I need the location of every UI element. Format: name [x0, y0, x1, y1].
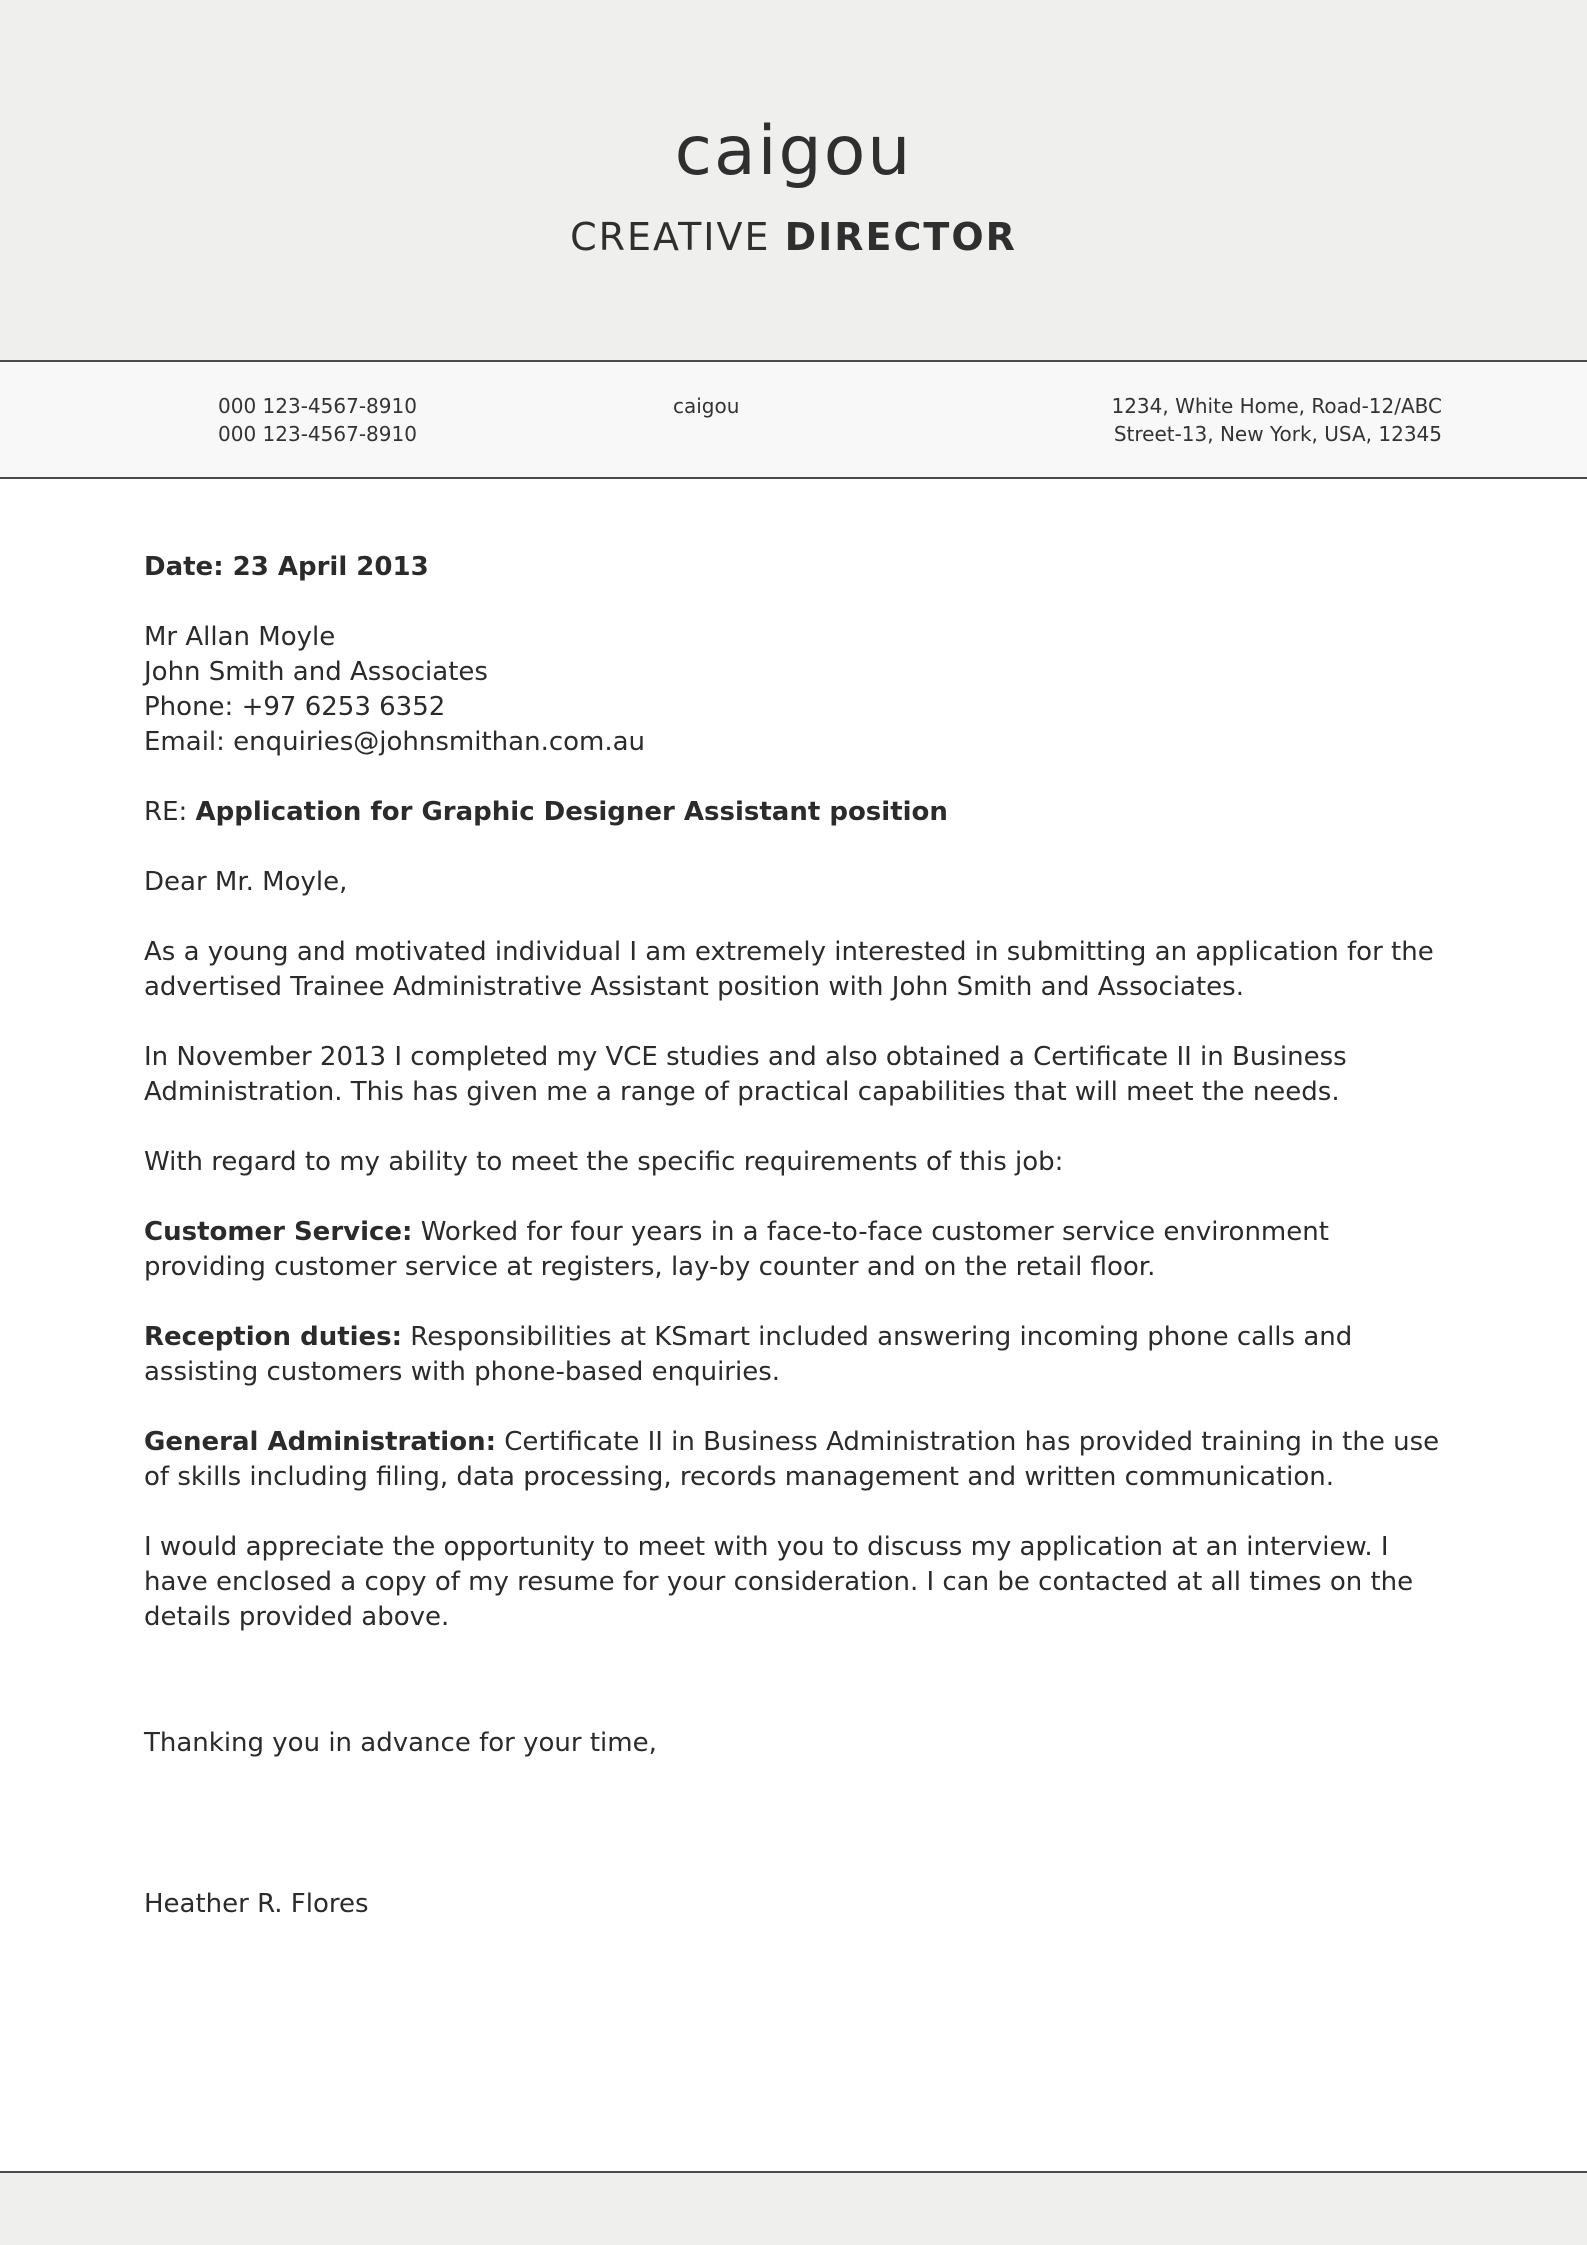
- salutation: Dear Mr. Moyle,: [144, 867, 348, 897]
- skill-text: Certificate II in Business Administration has provided training in the use of skills including filing, data processing, records management and written communication.: [144, 1427, 1440, 1492]
- sender-name: caigou: [674, 112, 913, 191]
- subject-text: Application for Graphic Designer Assistant position: [195, 797, 948, 827]
- skill-reception-duties: [144, 1320, 1444, 1390]
- letterhead-footer: [0, 2171, 1587, 2245]
- recipient-email: Email: enquiries@johnsmithan.com.au: [144, 727, 646, 757]
- contact-bar: [0, 362, 1587, 479]
- skill-label: Customer Service:: [144, 1217, 413, 1247]
- recipient-name: Mr Allan Moyle: [144, 622, 336, 652]
- contact-address: [1111, 392, 1442, 448]
- title-bold: DIRECTOR: [784, 215, 1017, 259]
- skill-text: Worked for four years in a face-to-face customer service environment providing customer service at registers, lay-by counter and on the retail floor.: [144, 1217, 1329, 1282]
- paragraph-education: In November 2013 I completed my VCE studies and also obtained a Certificate II in Business Administration. This has given me a range of practical capabilities that will meet the needs.: [144, 1042, 1347, 1107]
- skill-customer-service: [144, 1215, 1444, 1285]
- title-light: CREATIVE: [570, 215, 771, 259]
- signature-name: Heather R. Flores: [144, 1889, 369, 1919]
- letter-body: [144, 550, 1444, 1922]
- closing-line: Thanking you in advance for your time,: [144, 1728, 657, 1758]
- recipient-phone: Phone: +97 6253 6352: [144, 692, 446, 722]
- letter-date: Date: 23 April 2013: [144, 552, 429, 582]
- subject-line: [144, 795, 1444, 830]
- contact-phone-2: 000 123-4567-8910: [218, 422, 417, 446]
- skill-label: General Administration:: [144, 1427, 496, 1457]
- paragraph-intro: As a young and motivated individual I am extremely interested in submitting an application for the advertised Trainee Administrative Assistant position with John Smith and Associates.: [144, 937, 1434, 1002]
- skill-label: Reception duties:: [144, 1322, 403, 1352]
- paragraph-closing-request: I would appreciate the opportunity to meet with you to discuss my application at an interview. I have enclosed a copy of my resume for your consideration. I can be contacted at all times on the details provided above.: [144, 1532, 1414, 1632]
- letterhead-header: [0, 0, 1587, 362]
- address-line-2: Street-13, New York, USA, 12345: [1113, 422, 1442, 446]
- skill-text: Responsibilities at KSmart included answering incoming phone calls and assisting customers with phone-based enquiries.: [144, 1322, 1353, 1387]
- paragraph-requirements: With regard to my ability to meet the specific requirements of this job:: [144, 1147, 1064, 1177]
- address-line-1: 1234, White Home, Road-12/ABC: [1111, 394, 1442, 418]
- skill-general-administration: [144, 1425, 1444, 1495]
- contact-phone-1: 000 123-4567-8910: [218, 394, 417, 418]
- subject-label: RE:: [144, 797, 196, 827]
- recipient-company: John Smith and Associates: [144, 657, 488, 687]
- contact-phones: [218, 392, 417, 448]
- contact-website: caigou: [673, 394, 740, 418]
- sender-title: [0, 215, 1587, 259]
